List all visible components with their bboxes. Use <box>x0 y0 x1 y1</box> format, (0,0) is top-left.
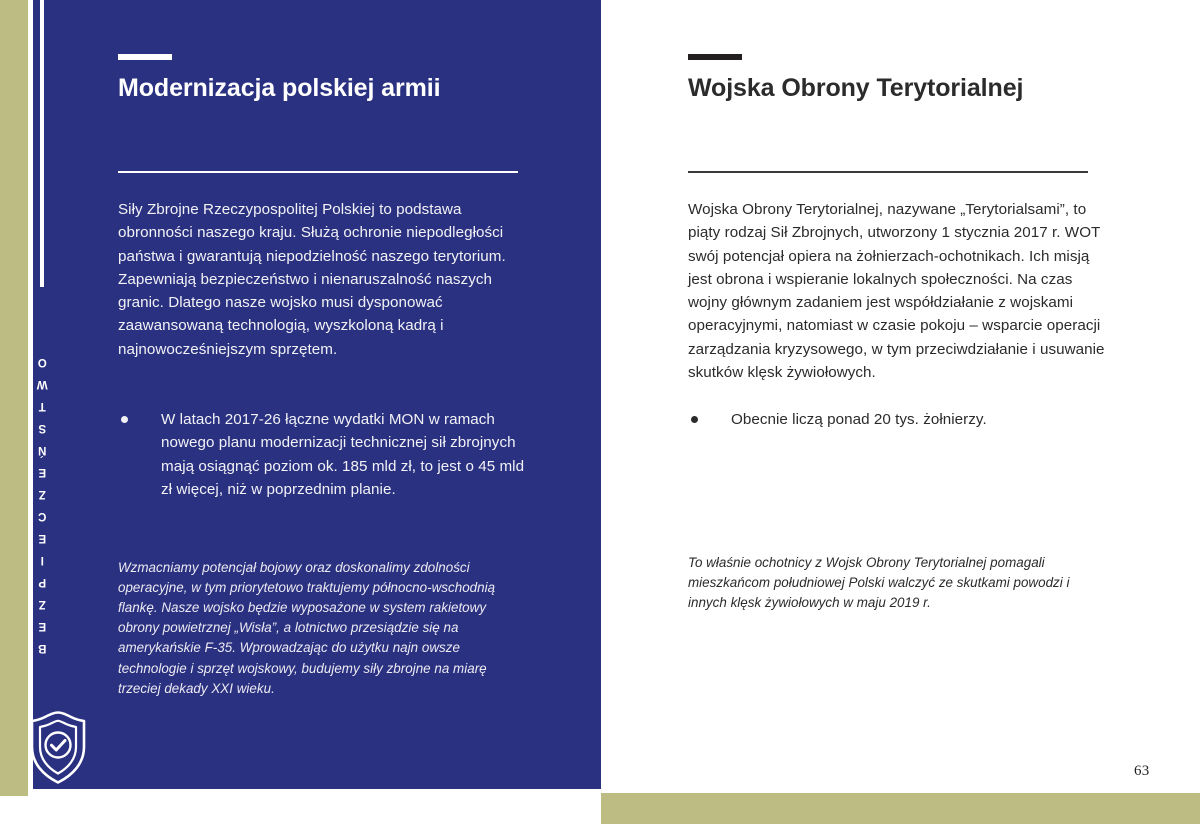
list-item: Obecnie liczą ponad 20 tys. żołnierzy. <box>688 408 1108 431</box>
right-heading: Wojska Obrony Terytorialnej <box>688 74 1024 102</box>
left-body-paragraph: Siły Zbrojne Rzeczypospolitej Polskiej to podstawa obronności naszego kraju. Służą ochronie niepodległości państwa i gwarantują niepodzielność naszego terytorium. Zapewniają bezpieczeństwo i nienaruszalność naszych granic. Dlatego nasze wojsko musi dysponować zaawansowaną technologią, wyszkoloną kadrą i najnowocześniejszym sprzętem. <box>118 201 506 358</box>
right-bullet-list <box>688 408 1108 431</box>
gutter-vertical-rule <box>40 0 44 287</box>
left-heading: Modernizacja polskiej armii <box>118 74 441 102</box>
left-heading-dash <box>118 54 172 60</box>
right-italic-note: To właśnie ochotnicy z Wojsk Obrony Terytorialnej pomagali mieszkańcom południowej Polski walczyć ze skutkami powodzi i innych klęsk żywiołowych w maju 2019 r. <box>688 555 1070 611</box>
list-item: W latach 2017-26 łączne wydatki MON w ramach nowego planu modernizacji technicznej sił zbrojnych mają osiągnąć poziom ok. 185 mld zł, to jest o 45 mld zł więcej, niż w poprzednim planie. <box>118 408 538 501</box>
page-number: 63 <box>1134 763 1150 779</box>
left-edge-strip <box>0 0 28 796</box>
right-divider <box>688 171 1088 173</box>
left-divider <box>118 171 518 173</box>
bottom-olive-bar <box>601 793 1200 824</box>
left-italic-note: Wzmacniamy potencjał bojowy oraz doskonalimy zdolności operacyjne, w tym priorytetowo traktujemy północno-wschodnią flankę. Nasze wojsko będzie wyposażone w system rakietowy obrony powietrznej „Wisła”, a lotnictwo przesiądzie się na amerykańskie F-35. Wprowadzając do użytku najn owsze technologie i sprzęt wojskowy, budujemy siły zbrojne na miarę trzeciej dekady XXI wieku. <box>118 560 496 696</box>
section-label-vertical <box>34 300 52 700</box>
left-bullet-list <box>118 408 538 501</box>
shield-check-icon <box>26 709 90 787</box>
right-body-paragraph: Wojska Obrony Terytorialnej, nazywane „Terytorialsami”, to piąty rodzaj Sił Zbrojnych, utworzony 1 stycznia 2017 r. WOT swój potencjał opiera na żołnierzach-ochotnikach. Ich misją jest obrona i wspieranie lokalnych społeczności. Na czas wojny głównym zadaniem jest współdziałanie z wojskami operacyjnymi, natomiast w czasie pokoju – wsparcie operacji zarządzania kryzysowego, w tym przeciwdziałanie i usuwanie skutków klęsk żywiołowych. <box>688 201 1105 381</box>
section-label-text: BEZPIECZEŃSTWO <box>36 346 49 654</box>
right-heading-dash <box>688 54 742 60</box>
